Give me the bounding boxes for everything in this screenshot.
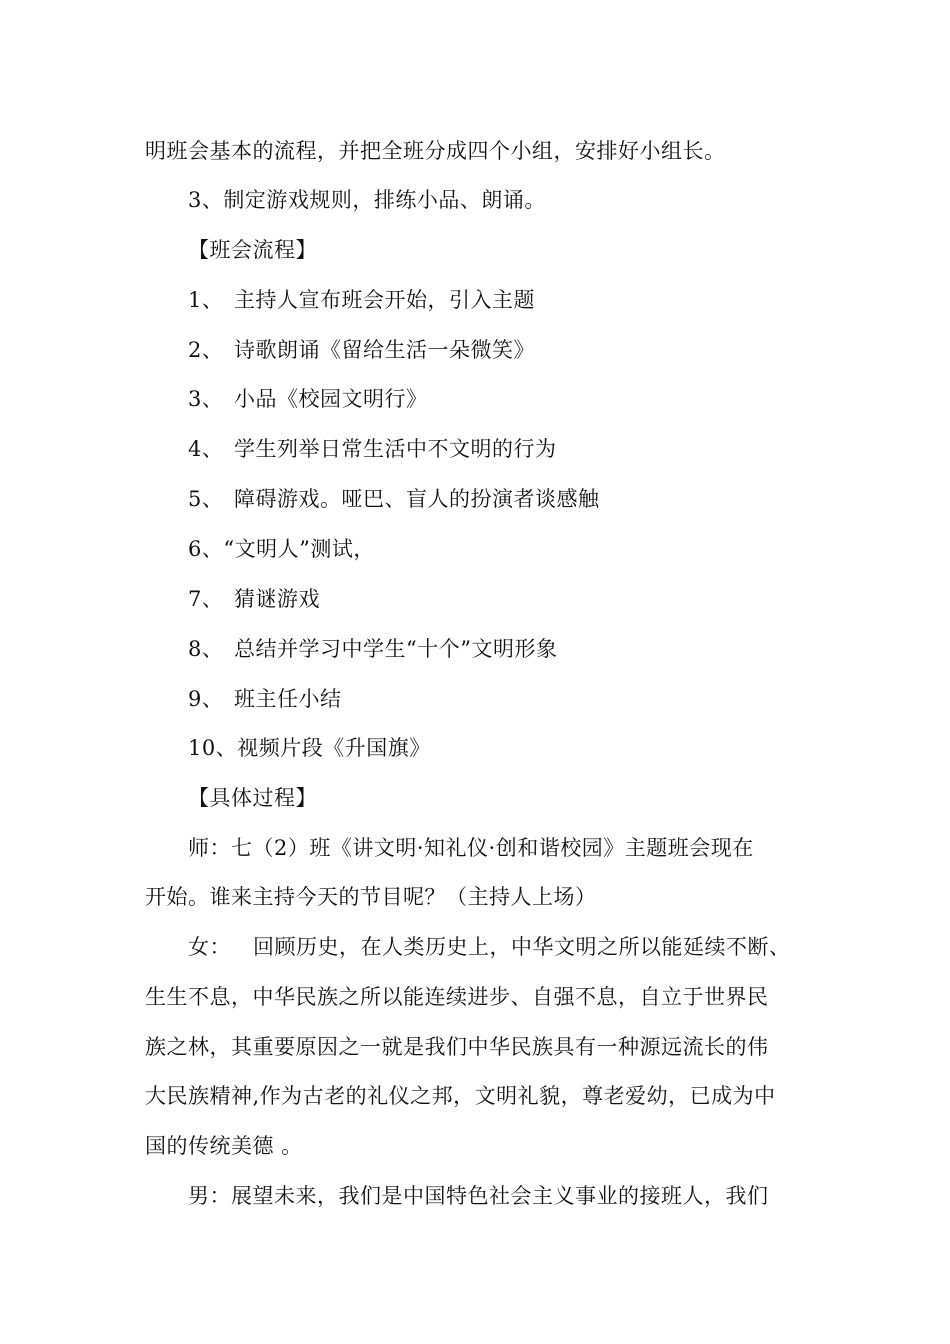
- flow-item-number: 3、: [188, 387, 224, 411]
- flow-item-6: [188, 534, 375, 564]
- flow-item-3: [188, 384, 428, 414]
- female-text: 回顾历史，在人类历史上，中华文明之所以能延续不断、: [253, 935, 791, 959]
- flow-item-9: [188, 684, 342, 714]
- teacher-line-2: 开始。谁来主持今天的节目呢？（主持人上场）: [145, 885, 597, 909]
- flow-item-4: [188, 434, 557, 464]
- flow-item-number: 10、: [188, 736, 238, 760]
- teacher-line-1: 师：七（2）班《讲文明·知礼仪·创和谐校园》主题班会现在: [188, 836, 754, 860]
- flow-item-number: 1、: [188, 288, 224, 312]
- female-line-3: 族之林，其重要原因之一就是我们中华民族具有一种源远流长的伟: [145, 1035, 769, 1059]
- section-process-title: 【具体过程】: [188, 786, 317, 810]
- flow-item-text: 障碍游戏。哑巴、盲人的扮演者谈感触: [234, 487, 600, 511]
- flow-item-text: 猜谜游戏: [234, 587, 320, 611]
- female-line-2: 生生不息，中华民族之所以能连续进步、自强不息，自立于世界民: [145, 985, 769, 1009]
- intro-line: 明班会基本的流程，并把全班分成四个小组，安排好小组长。: [145, 139, 726, 163]
- prep-step-3: 3、制定游戏规则，排练小品、朗诵。: [188, 188, 546, 212]
- flow-item-text: “文明人”测试，: [223, 537, 375, 561]
- flow-item-1: [188, 285, 535, 315]
- flow-item-number: 6、: [188, 537, 224, 561]
- flow-item-number: 5、: [188, 487, 224, 511]
- flow-item-number: 9、: [188, 687, 224, 711]
- speaker-label-female: 女：: [188, 935, 231, 959]
- female-line-4: 大民族精神,作为古老的礼仪之邦，文明礼貌，尊老爱幼，已成为中: [145, 1084, 776, 1108]
- flow-item-7: [188, 584, 320, 614]
- flow-item-text: 班主任小结: [234, 687, 342, 711]
- flow-item-10: [188, 733, 431, 763]
- flow-item-8: [188, 634, 557, 664]
- flow-item-text: 视频片段《升国旗》: [237, 736, 431, 760]
- flow-item-number: 2、: [188, 338, 224, 362]
- female-line-5: 国的传统美德 。: [145, 1134, 303, 1158]
- male-line-1: 男：展望未来，我们是中国特色社会主义事业的接班人，我们: [188, 1184, 769, 1208]
- flow-item-text: 学生列举日常生活中不文明的行为: [234, 437, 557, 461]
- flow-item-2: [188, 335, 535, 365]
- flow-item-text: 主持人宣布班会开始，引入主题: [234, 288, 535, 312]
- flow-item-number: 8、: [188, 637, 224, 661]
- flow-item-text: 小品《校园文明行》: [234, 387, 428, 411]
- section-flow-title: 【班会流程】: [188, 238, 317, 262]
- flow-item-number: 4、: [188, 437, 224, 461]
- flow-item-5: [188, 484, 600, 514]
- flow-item-text: 诗歌朗诵《留给生活一朵微笑》: [234, 338, 535, 362]
- flow-item-text: 总结并学习中学生“十个”文明形象: [234, 637, 558, 661]
- flow-item-number: 7、: [188, 587, 224, 611]
- female-line-1: [188, 932, 791, 962]
